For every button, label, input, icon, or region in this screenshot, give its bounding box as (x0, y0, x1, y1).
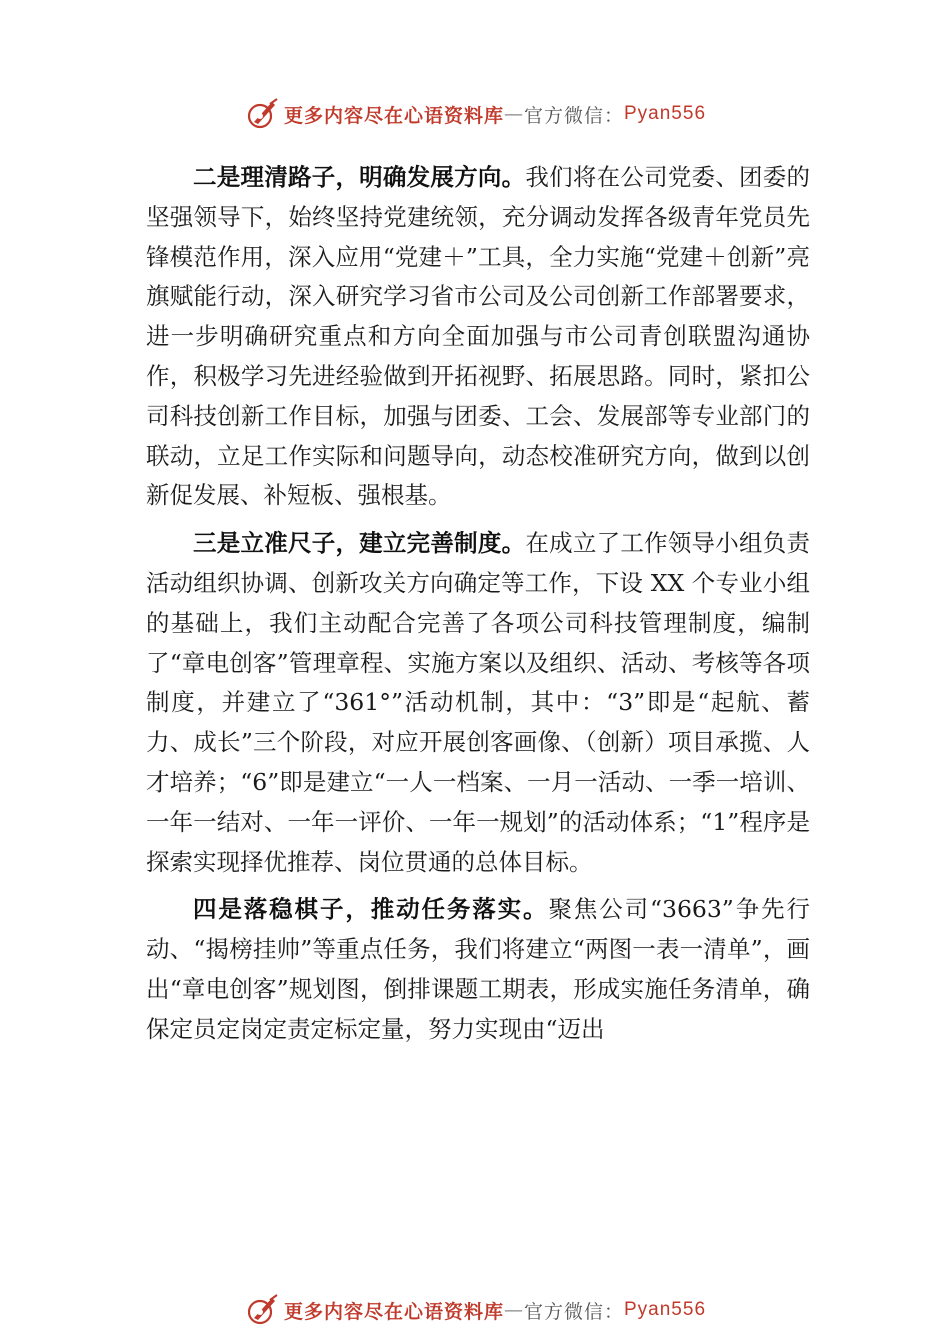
header-watermark (0, 94, 950, 134)
watermark-label: 官方微信： (523, 1300, 624, 1323)
paragraph-1 (146, 158, 810, 516)
paragraph-2-lead: 三是立准尺子，建立完善制度。 (193, 529, 526, 558)
quill-logo-icon (244, 1292, 280, 1328)
watermark-label: 官方微信： (523, 104, 624, 127)
watermark-id: Pyan556 (624, 1299, 707, 1320)
watermark-main-text: 更多内容尽在心语资料库 (283, 1300, 504, 1323)
paragraph-2-body: 在成立了工作领导小组负责活动组织协调、创新攻关方向确定等工作，下设 XX 个专业小组的基础上，我们主动配合完善了各项公司科技管理制度，编制了“章电创客”管理章程、实施方案以及组织、活动、考核等各项制度，并建立了“361°”活动机制，其中：“3”即是“起航、蓄力、成长”三个阶段，对应开展创客画像、（创新）项目承揽、人才培养；“6”即是建立“一人一档案、一月一活动、一季一培训、一年一结对、一年一评价、一年一规划”的活动体系；“1”程序是探索实现择优推荐、岗位贯通的总体目标。 (146, 529, 811, 876)
paragraph-1-body: 我们将在公司党委、团委的坚强领导下，始终坚持党建统领，充分调动发挥各级青年党员先锋模范作用，深入应用“党建＋”工具，全力实施“党建＋创新”亮旗赋能行动，深入研究学习省市公司及公司创新工作部署要求，进一步明确研究重点和方向全面加强与市公司青创联盟沟通协作，积极学习先进经验做到开拓视野、拓展思路。同时，紧扣公司科技创新工作目标，加强与团委、工会、发展部等专业部门的联动，立足工作实际和问题导向，动态校准研究方向，做到以创新促发展、补短板、强根基。 (146, 163, 811, 510)
paragraph-1-lead: 二是理清路子，明确发展方向。 (193, 163, 526, 191)
paragraph-3-body: 聚焦公司“3663”争先行动、“揭榜挂帅”等重点任务，我们将建立“两图一表一清单”，画出“章电创客”规划图，倒排课题工期表，形成实施任务清单，确保定员定岗定责定标定量，努力实现由“迈出 (146, 895, 810, 1043)
paragraph-2 (146, 524, 810, 882)
watermark-dash: — (503, 103, 524, 125)
quill-logo-icon (244, 96, 280, 132)
paragraph-3 (146, 890, 810, 1049)
watermark-dash: — (503, 1299, 524, 1321)
footer-watermark (0, 1290, 950, 1330)
document-body (146, 158, 810, 1058)
watermark-id: Pyan556 (624, 103, 707, 124)
watermark-main-text: 更多内容尽在心语资料库 (283, 104, 504, 127)
paragraph-3-lead: 四是落稳棋子，推动任务落实。 (193, 895, 549, 924)
